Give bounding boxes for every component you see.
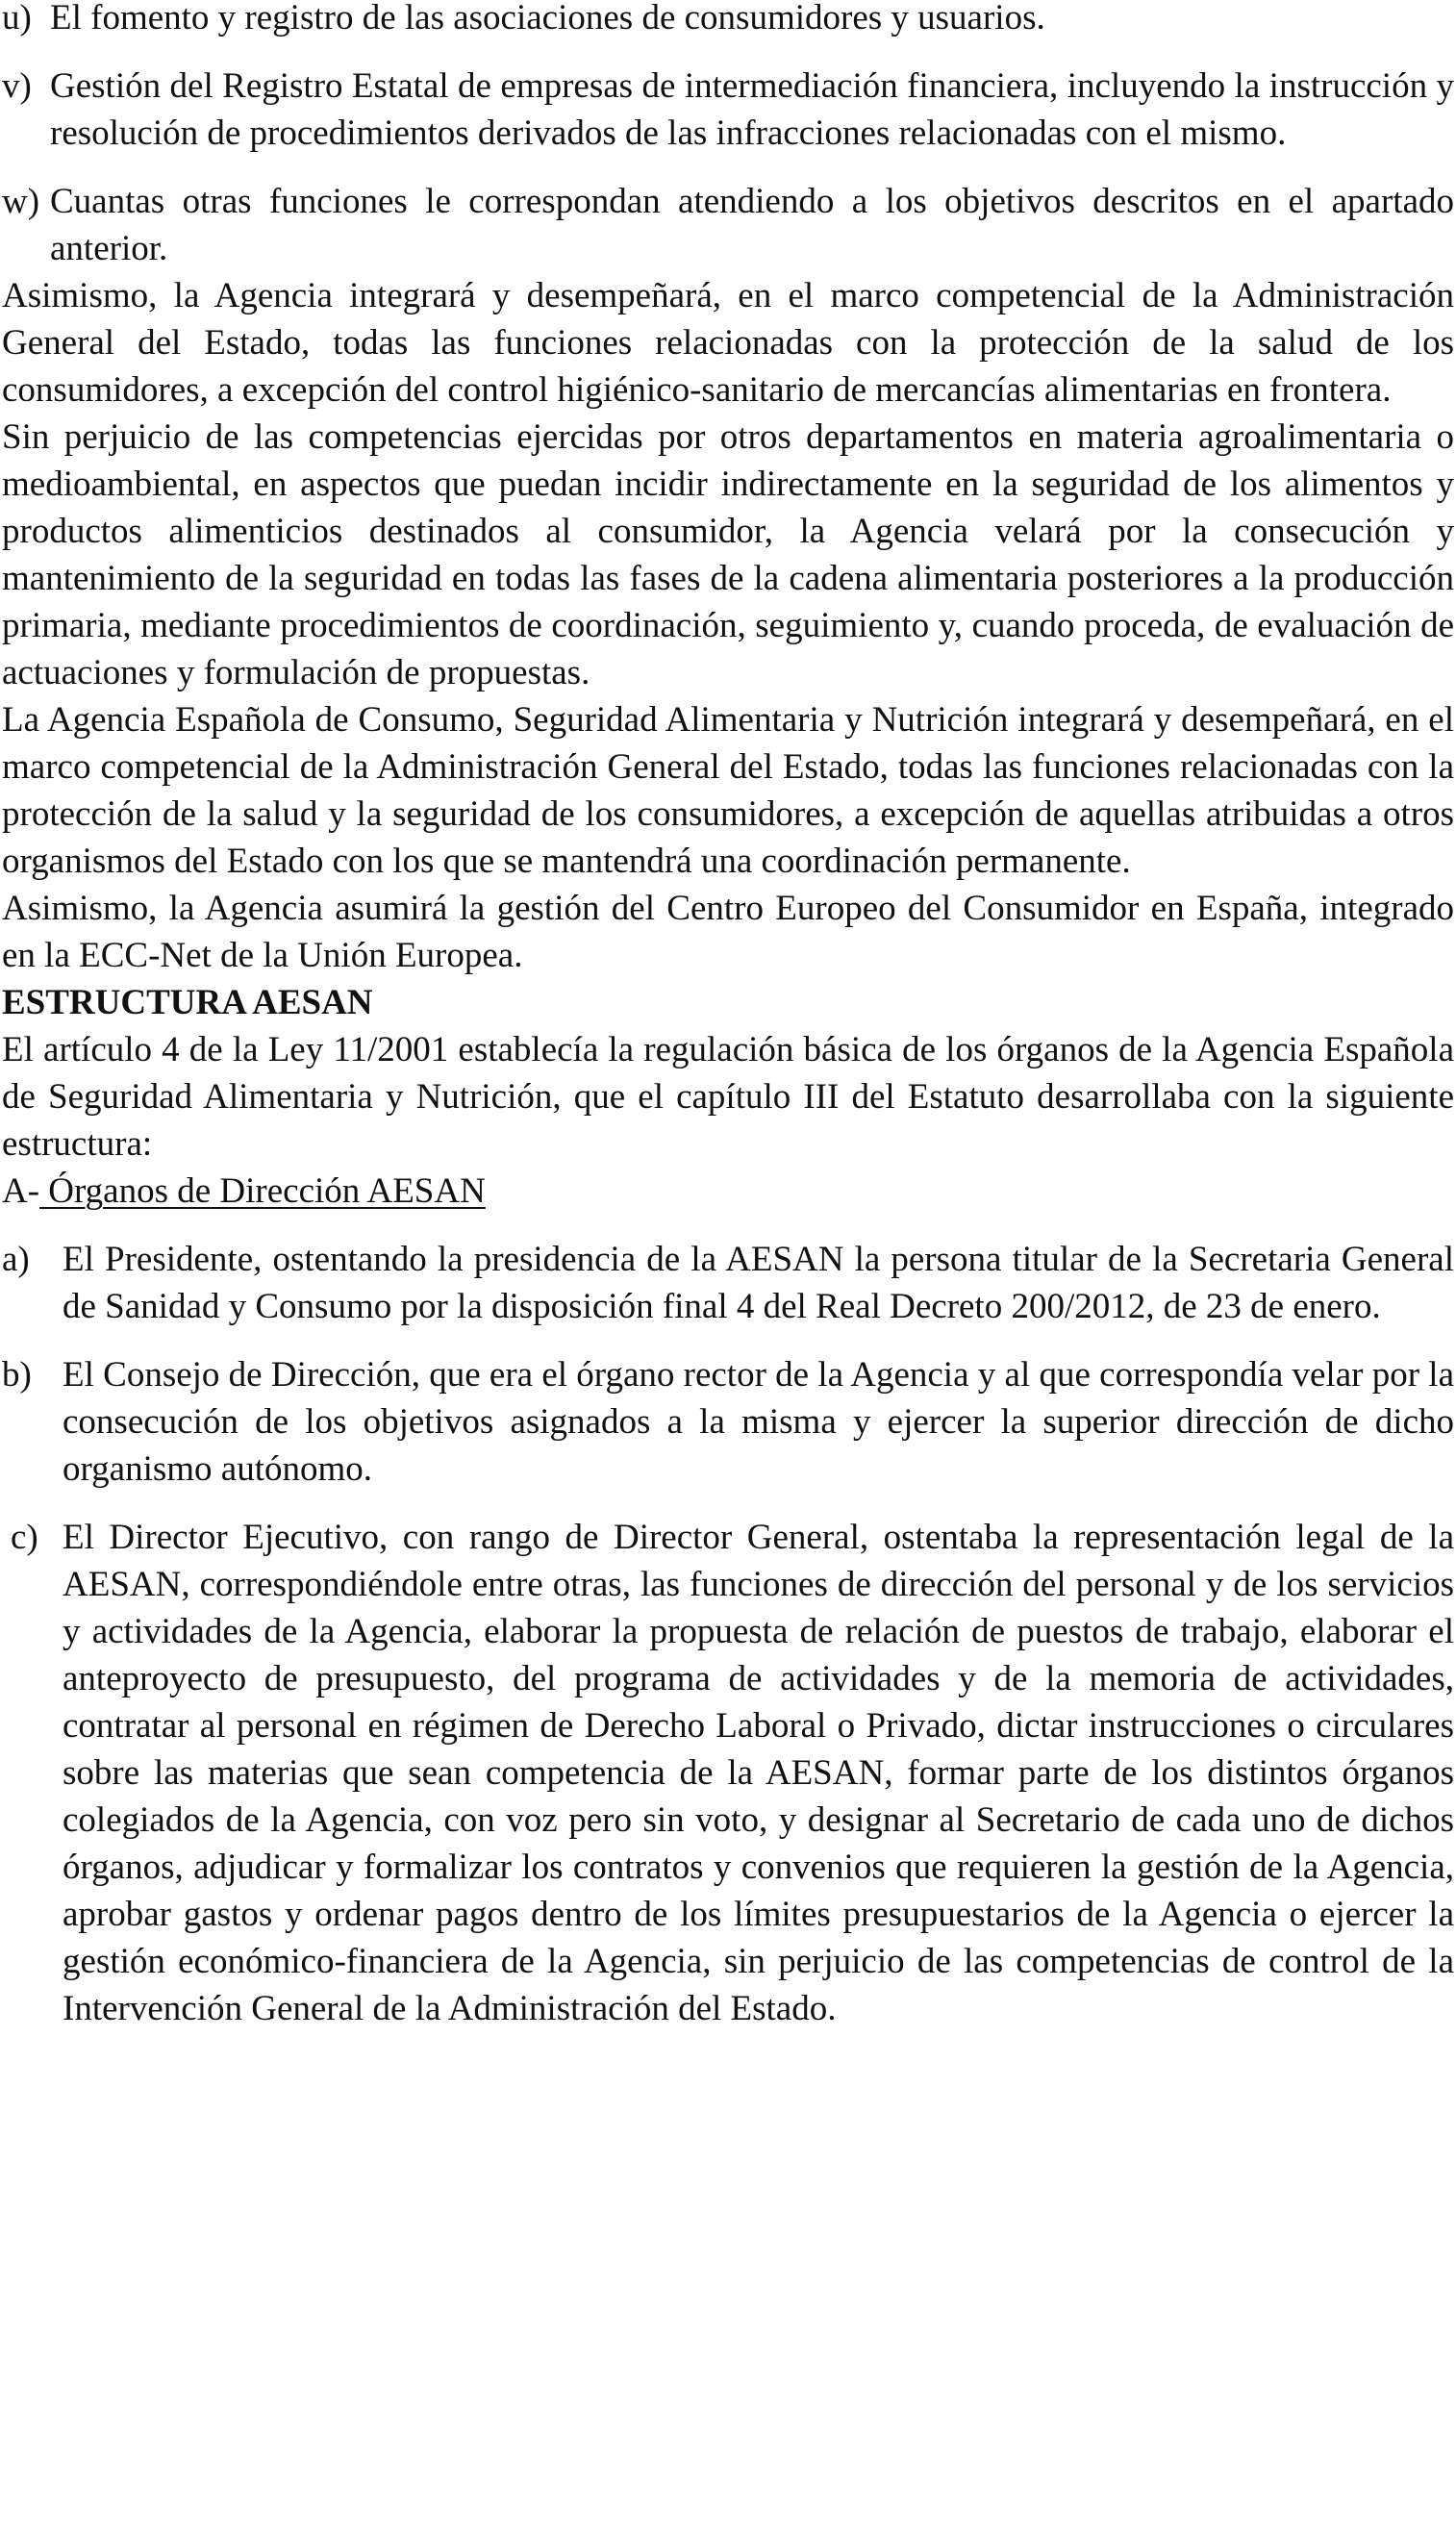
list-item-text: Gestión del Registro Estatal de empresas de intermediación financiera, incluyendo la instrucción y resolución de procedimientos derivados de las infracciones relacionadas con el mismo.: [50, 66, 1454, 153]
list-item-label: v): [2, 66, 32, 106]
list-item-label: w): [2, 182, 40, 221]
document-content: [2, 0, 1454, 2032]
list-item-a: [2, 1236, 1454, 1330]
list-item-c: [2, 1514, 1454, 2032]
list-item-label: c): [11, 1518, 38, 1557]
subheading-title: Órganos de Dirección AESAN: [39, 1171, 486, 1211]
list-item-label: b): [2, 1355, 32, 1395]
paragraph-health-functions: Asimismo, la Agencia integrará y desempeñará, en el marco competencial de la Administración General del Estado, todas las funciones relacionadas con la protección de la salud de los consumidores, a excepción del control higiénico-sanitario de mercancías alimentarias en frontera.: [2, 276, 1454, 410]
list-item-text: El Consejo de Dirección, que era el órgano rector de la Agencia y al que correspondía velar por la consecución de los objetivos asignados a la misma y ejercer la superior dirección de dicho organismo autónomo.: [63, 1355, 1454, 1489]
list-item-label: u): [2, 0, 32, 38]
list-item-text: El Presidente, ostentando la presidencia de la AESAN la persona titular de la Secretaria General de Sanidad y Consumo por la disposición final 4 del Real Decreto 200/2012, de 23 de enero.: [63, 1240, 1454, 1326]
list-item-v: [2, 63, 1454, 157]
paragraph-agency-integration: La Agencia Española de Consumo, Seguridad Alimentaria y Nutrición integrará y desempeñará, en el marco competencial de la Administración General del Estado, todas las funciones relacionadas con la protección de la salud y la seguridad de los consumidores, a excepción de aquellas atribuidas a otros organismos del Estado con los que se mantendrá una coordinación permanente.: [2, 700, 1454, 881]
list-item-text: Cuantas otras funciones le correspondan atendiendo a los objetivos descritos en el apartado anterior.: [50, 182, 1454, 268]
list-item-u: [2, 0, 1454, 41]
paragraph-ecc-net: Asimismo, la Agencia asumirá la gestión del Centro Europeo del Consumidor en España, integrado en la ECC-Net de la Unión Europea.: [2, 889, 1454, 975]
section-intro: El artículo 4 de la Ley 11/2001 establecía la regulación básica de los órganos de la Agencia Española de Seguridad Alimentaria y Nutrición, que el capítulo III del Estatuto desarrollaba con la siguiente estructura:: [2, 1030, 1454, 1164]
paragraph-food-chain: Sin perjuicio de las competencias ejercidas por otros departamentos en materia agroalimentaria o medioambiental, en aspectos que puedan incidir indirectamente en la seguridad de los alimentos y productos alimenticios destinados al consumidor, la Agencia velará por la consecución y mantenimiento de la seguridad en todas las fases de la cadena alimentaria posteriores a la producción primaria, mediante procedimientos de coordinación, seguimiento y, cuando proceda, de evaluación de actuaciones y formulación de propuestas.: [2, 417, 1454, 692]
subheading-prefix: A-: [2, 1171, 40, 1211]
section-heading: ESTRUCTURA AESAN: [2, 983, 373, 1022]
list-item-w: [2, 178, 1454, 272]
list-item-text: El fomento y registro de las asociaciones de consumidores y usuarios.: [50, 0, 1045, 38]
list-item-text: El Director Ejecutivo, con rango de Director General, ostentaba la representación legal de la AESAN, correspondiéndole entre otras, las funciones de dirección del personal y de los servicios y actividades de la Agencia, elaborar la propuesta de relación de puestos de trabajo, elaborar el anteproyecto de presupuesto, del programa de actividades y de la memoria de actividades, contratar al personal en régimen de Derecho Laboral o Privado, dictar instrucciones o circulares sobre las materias que sean competencia de la AESAN, formar parte de los distintos órganos colegiados de la Agencia, con voz pero sin voto, y designar al Secretario de cada uno de dichos órganos, adjudicar y formalizar los contratos y convenios que requieren la gestión de la Agencia, aprobar gastos y ordenar pagos dentro de los límites presupuestarios de la Agencia o ejercer la gestión económico-financiera de la Agencia, sin perjuicio de las competencias de control de la Intervención General de la Administración del Estado.: [63, 1518, 1454, 2028]
list-item-b: [2, 1351, 1454, 1493]
subheading-organos-direccion: [2, 1168, 1454, 1215]
list-item-label: a): [2, 1240, 30, 1279]
